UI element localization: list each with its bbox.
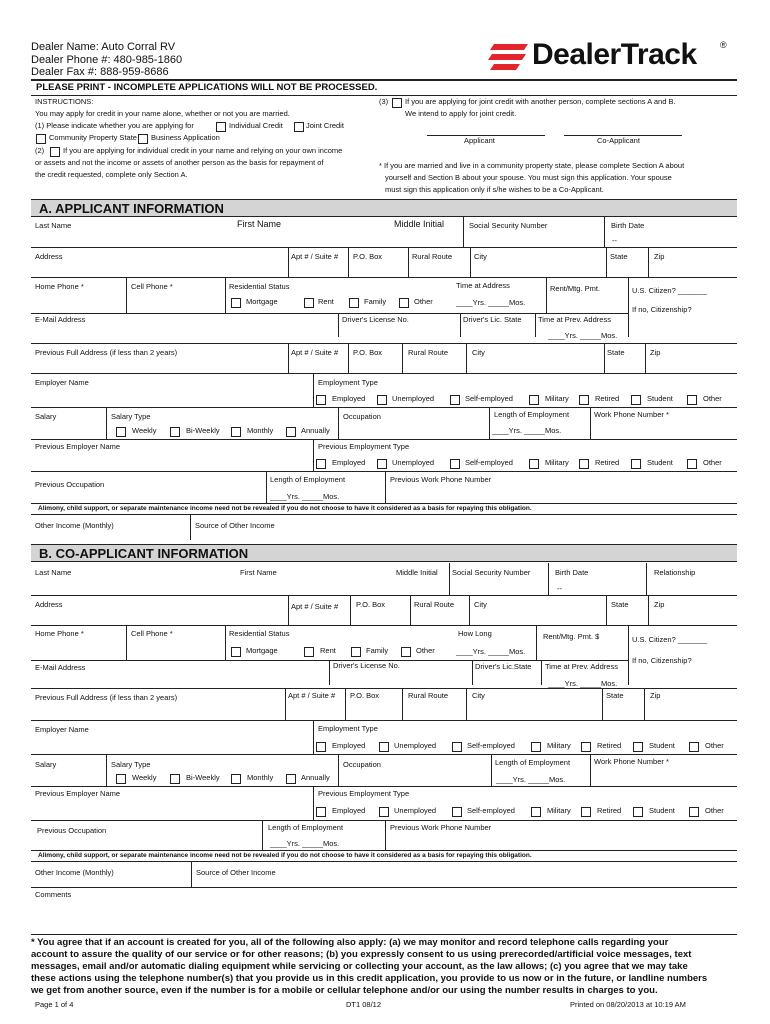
section-a-header: [31, 199, 737, 217]
community-note-line3: must sign this application only if s/he wishes to be a Co-Applicant.: [385, 185, 604, 194]
a-prev-po-box-label: P.O. Box: [353, 348, 383, 357]
disclaimer-line3: messages, email and/or automatic dialing equipment while servicing or collecting your account, as the law allows; (c) you agree that we may take: [31, 961, 688, 972]
a-prev-student-label: Student: [647, 458, 673, 467]
a-alimony-note: Alimony, child support, or separate maintenance income need not be revealed if you do not choose to have it considered as a basis for repaying this obligation.: [38, 505, 532, 512]
disclaimer-line2: account to assure the quality of our service or for other reasons; (b) you expressly consent to us using prerecorded/artificial voice messages, text: [31, 949, 692, 960]
a-prev-retired-label: Retired: [595, 458, 620, 467]
a-monthly-checkbox[interactable]: [231, 427, 241, 437]
a-prev-state-label: State: [607, 348, 625, 357]
a-length-employment-label: Length of Employment: [494, 410, 570, 419]
a-other-income-label: Other Income (Monthly): [35, 521, 114, 530]
a-rent-checkbox[interactable]: [304, 298, 314, 308]
a-prev-employed-label: Employed: [332, 458, 366, 467]
b-employed-label: Employed: [332, 741, 366, 750]
b-address-label: Address: [35, 600, 63, 609]
b-rent-label: Rent: [320, 646, 336, 655]
a-prev-self-employed-label: Self-employed: [465, 458, 513, 467]
b-state-label: State: [611, 600, 629, 609]
a-monthly-label: Monthly: [247, 426, 274, 435]
b-annually-label: Annually: [301, 773, 330, 782]
b-self-employed-label: Self-employed: [467, 741, 515, 750]
instructions-line5: the credit requested, complete only Section A.: [35, 170, 188, 179]
b-prev-city-label: City: [472, 691, 485, 700]
b-prev-apt-label: Apt # / Suite #: [288, 691, 336, 700]
b-prev-military-label: Military: [547, 806, 571, 815]
b-other-income-label: Other Income (Monthly): [35, 868, 114, 877]
instructions-item2-number: (2): [35, 146, 45, 155]
b-student-label: Student: [649, 741, 675, 750]
b-student-checkbox[interactable]: [633, 742, 643, 752]
a-mortgage-label: Mortgage: [246, 297, 278, 306]
a-retired-checkbox[interactable]: [579, 395, 589, 405]
a-time-prev-address-label: Time at Prev. Address: [538, 315, 611, 324]
b-how-long-label: How Long: [458, 629, 492, 638]
a-zip-label: Zip: [654, 252, 665, 261]
b-prev-student-checkbox[interactable]: [633, 807, 643, 817]
section-a-title: A. APPLICANT INFORMATION: [39, 201, 224, 216]
dealer-phone: Dealer Phone #: 480-985-1860: [31, 54, 183, 66]
a-city-label: City: [474, 252, 487, 261]
b-prev-retired-checkbox[interactable]: [581, 807, 591, 817]
instructions-item3-text: If you are applying for joint credit with another person, complete sections A and B.: [405, 97, 676, 106]
b-city-label: City: [474, 600, 487, 609]
b-prev-other-label: Other: [705, 806, 724, 815]
b-time-prev-address-field[interactable]: ____Yrs. _____Mos.: [548, 679, 618, 688]
a-prev-rural-route-label: Rural Route: [408, 348, 449, 357]
b-employer-name-label: Employer Name: [35, 725, 89, 734]
page-number: Page 1 of 4: [35, 1000, 74, 1009]
b-prev-occupation-label: Previous Occupation: [37, 826, 107, 835]
b-work-phone-label: Work Phone Number *: [594, 757, 669, 766]
b-ssn-label: Social Security Number: [452, 568, 531, 577]
a-family-label: Family: [364, 297, 387, 306]
b-salary-label: Salary: [35, 760, 57, 769]
a-home-phone-label: Home Phone *: [35, 282, 84, 291]
b-how-long-field[interactable]: ____Yrs. _____Mos.: [456, 647, 526, 656]
a-unemployed-label: Unemployed: [392, 394, 435, 403]
a-employment-type-label: Employment Type: [318, 378, 378, 387]
b-prev-employed-checkbox[interactable]: [316, 807, 326, 817]
a-apt-label: Apt # / Suite #: [291, 252, 339, 261]
business-application-checkbox[interactable]: [138, 134, 148, 144]
b-prev-zip-label: Zip: [650, 691, 661, 700]
a-employer-name-label: Employer Name: [35, 378, 89, 387]
a-weekly-checkbox[interactable]: [116, 427, 126, 437]
a-prev-unemployed-checkbox[interactable]: [377, 459, 387, 469]
b-length-employment-label: Length of Employment: [495, 758, 571, 767]
a-prev-length-employment-field[interactable]: ____Yrs. _____Mos.: [270, 492, 340, 501]
community-property-checkbox[interactable]: [36, 134, 46, 144]
joint-credit-label: Joint Credit: [306, 121, 344, 130]
a-biweekly-checkbox[interactable]: [170, 427, 180, 437]
b-prev-rural-route-label: Rural Route: [408, 691, 449, 700]
a-residential-status-label: Residential Status: [229, 282, 290, 291]
b-salary-type-label: Salary Type: [111, 760, 151, 769]
a-self-employed-checkbox[interactable]: [450, 395, 460, 405]
a-prev-employment-type-label: Previous Employment Type: [318, 442, 410, 451]
a-time-at-address-field[interactable]: ____Yrs. _____Mos.: [456, 298, 526, 307]
b-prev-employment-type-label: Previous Employment Type: [318, 789, 410, 798]
a-first-name-label: First Name: [237, 219, 282, 229]
b-rural-route-label: Rural Route: [414, 600, 455, 609]
applicant-signature-label: Applicant: [464, 136, 495, 145]
a-source-other-income-label: Source of Other Income: [195, 521, 275, 530]
a-other-employment-label: Other: [703, 394, 722, 403]
a-last-name-label: Last Name: [35, 221, 72, 230]
a-other-residence-label: Other: [414, 297, 433, 306]
a-rural-route-label: Rural Route: [412, 252, 453, 261]
b-military-label: Military: [547, 741, 571, 750]
b-apt-label: Apt # / Suite #: [291, 602, 339, 611]
a-annually-label: Annually: [301, 426, 330, 435]
a-po-box-label: P.O. Box: [353, 252, 383, 261]
instructions-item3-number: (3): [379, 97, 389, 106]
a-time-at-address-label: Time at Address: [456, 281, 510, 290]
b-length-employment-field[interactable]: ____Yrs. _____Mos.: [496, 775, 566, 784]
b-prev-address-label: Previous Full Address (if less than 2 years): [35, 693, 178, 702]
b-time-prev-address-label: Time at Prev. Address: [545, 662, 618, 671]
instructions-line4: or assets and not the income or assets of another person as the basis for repayment of: [35, 158, 324, 167]
b-cell-phone-label: Cell Phone *: [131, 629, 173, 638]
a-address-label: Address: [35, 252, 63, 261]
instructions-title: INSTRUCTIONS:: [35, 97, 94, 106]
logo-text: DealerTrack: [532, 38, 697, 71]
b-weekly-label: Weekly: [132, 773, 157, 782]
b-alimony-note: Alimony, child support, or separate maintenance income need not be revealed if you do not choose to have it considered as a basis for repaying this obligation.: [38, 852, 532, 859]
b-biweekly-label: Bi-Weekly: [186, 773, 220, 782]
a-annually-checkbox[interactable]: [286, 427, 296, 437]
b-zip-label: Zip: [654, 600, 665, 609]
a-prev-zip-label: Zip: [650, 348, 661, 357]
b-unemployed-checkbox[interactable]: [379, 742, 389, 752]
a-employed-checkbox[interactable]: [316, 395, 326, 405]
a-biweekly-label: Bi-Weekly: [186, 426, 220, 435]
logo-registered: ®: [720, 40, 727, 50]
b-drivers-license-label: Driver's License No.: [333, 661, 400, 670]
a-other-residence-checkbox[interactable]: [399, 298, 409, 308]
dealer-name: Dealer Name: Auto Corral RV: [31, 41, 176, 53]
form-code: DT1 08/12: [346, 1000, 382, 1009]
b-monthly-checkbox[interactable]: [231, 774, 241, 784]
a-military-checkbox[interactable]: [529, 395, 539, 405]
a-unemployed-checkbox[interactable]: [377, 395, 387, 405]
instructions-line1: You may apply for credit in your name alone, whether or not you are married.: [35, 109, 290, 118]
b-prev-work-phone-label: Previous Work Phone Number: [390, 823, 492, 832]
a-prev-military-checkbox[interactable]: [529, 459, 539, 469]
a-student-checkbox[interactable]: [631, 395, 641, 405]
b-other-employment-label: Other: [705, 741, 724, 750]
b-prev-military-checkbox[interactable]: [531, 807, 541, 817]
a-prev-length-employment-label: Length of Employment: [270, 475, 346, 484]
individual-only-checkbox[interactable]: [50, 147, 60, 157]
b-prev-self-employed-label: Self-employed: [467, 806, 515, 815]
a-prev-apt-label: Apt # / Suite #: [291, 348, 339, 357]
a-retired-label: Retired: [595, 394, 620, 403]
b-relationship-label: Relationship: [654, 568, 696, 577]
business-application-label: Business Application: [151, 133, 220, 142]
joint-credit-checkbox[interactable]: [294, 122, 304, 132]
b-employment-type-label: Employment Type: [318, 724, 378, 733]
dealer-fax: Dealer Fax #: 888-959-8686: [31, 66, 169, 78]
disclaimer-line5: we get from another source, even if the number is for a mobile or cellular telephone and/or our using the number results in charges to you.: [31, 985, 658, 996]
b-home-phone-label: Home Phone *: [35, 629, 84, 638]
a-drivers-license-label: Driver's License No.: [342, 315, 409, 324]
a-prev-self-employed-checkbox[interactable]: [450, 459, 460, 469]
b-prev-employed-label: Employed: [332, 806, 366, 815]
b-prev-self-employed-checkbox[interactable]: [452, 807, 462, 817]
b-citizenship-label: If no, Citizenship?: [632, 656, 692, 665]
section-b-title: B. CO-APPLICANT INFORMATION: [39, 546, 249, 561]
dealertrack-logo: [488, 40, 728, 74]
a-cell-phone-label: Cell Phone *: [131, 282, 173, 291]
b-other-residence-label: Other: [416, 646, 435, 655]
a-middle-initial-label: Middle Initial: [394, 219, 445, 229]
a-prev-retired-checkbox[interactable]: [579, 459, 589, 469]
a-work-phone-label: Work Phone Number *: [594, 410, 669, 419]
a-prev-city-label: City: [472, 348, 485, 357]
b-last-name-label: Last Name: [35, 568, 72, 577]
individual-credit-checkbox[interactable]: [216, 122, 226, 132]
b-biweekly-checkbox[interactable]: [170, 774, 180, 784]
a-citizenship-label: If no, Citizenship?: [632, 305, 692, 314]
notice: PLEASE PRINT - INCOMPLETE APPLICATIONS WILL NOT BE PROCESSED.: [36, 82, 378, 93]
b-annually-checkbox[interactable]: [286, 774, 296, 784]
a-weekly-label: Weekly: [132, 426, 157, 435]
b-prev-retired-label: Retired: [597, 806, 622, 815]
disclaimer-line4: these actions using the telephone number(s) that you provide us in this credit application, you provide to us now or in the future, or landline numbers: [31, 973, 708, 984]
disclaimer-line1: * You agree that if an account is created for you, all of the following also apply: (a) we may monitor and record telephone calls regarding your: [31, 937, 669, 948]
community-note-line2: yourself and Section B about your spouse. You must sign this application. Your spouse: [385, 173, 672, 182]
a-us-citizen-field[interactable]: U.S. Citizen? _______: [632, 286, 708, 295]
a-military-label: Military: [545, 394, 569, 403]
co-applicant-signature-label: Co-Applicant: [597, 136, 640, 145]
a-salary-label: Salary: [35, 412, 57, 421]
a-length-employment-field[interactable]: ____Yrs. _____Mos.: [492, 426, 562, 435]
comments-label: Comments: [35, 890, 72, 899]
a-prev-unemployed-label: Unemployed: [392, 458, 435, 467]
b-other-employment-checkbox[interactable]: [689, 742, 699, 752]
a-prev-other-checkbox[interactable]: [687, 459, 697, 469]
a-rent-label: Rent: [318, 297, 334, 306]
a-employed-label: Employed: [332, 394, 366, 403]
b-monthly-label: Monthly: [247, 773, 274, 782]
a-occupation-label: Occupation: [343, 412, 381, 421]
b-retired-label: Retired: [597, 741, 622, 750]
logo-stripes-icon: [488, 44, 530, 70]
a-birth-date-value: --: [612, 236, 617, 245]
b-unemployed-label: Unemployed: [394, 741, 437, 750]
b-prev-state-label: State: [606, 691, 624, 700]
a-state-label: State: [610, 252, 628, 261]
individual-credit-label: Individual Credit: [229, 121, 283, 130]
b-family-label: Family: [366, 646, 389, 655]
b-mortgage-label: Mortgage: [246, 646, 278, 655]
b-prev-length-employment-field[interactable]: ____Yrs. _____Mos.: [270, 839, 340, 848]
a-prev-other-label: Other: [703, 458, 722, 467]
b-po-box-label: P.O. Box: [356, 600, 386, 609]
a-family-checkbox[interactable]: [349, 298, 359, 308]
community-property-label: Community Property State: [49, 133, 137, 142]
b-rent-checkbox[interactable]: [304, 647, 314, 657]
b-self-employed-checkbox[interactable]: [452, 742, 462, 752]
b-occupation-label: Occupation: [343, 760, 381, 769]
b-mortgage-checkbox[interactable]: [231, 647, 241, 657]
a-prev-employer-label: Previous Employer Name: [35, 442, 121, 451]
b-prev-length-employment-label: Length of Employment: [268, 823, 344, 832]
b-residential-status-label: Residential Status: [229, 629, 290, 638]
a-salary-type-label: Salary Type: [111, 412, 151, 421]
a-ssn-label: Social Security Number: [469, 221, 548, 230]
b-retired-checkbox[interactable]: [581, 742, 591, 752]
joint-intent-statement: We intend to apply for joint credit.: [405, 109, 517, 118]
printed-timestamp: Printed on 08/20/2013 at 10:19 AM: [570, 1000, 686, 1009]
b-birth-date-value: --: [557, 584, 562, 593]
section-b-header: [31, 544, 737, 562]
b-other-residence-checkbox[interactable]: [401, 647, 411, 657]
a-prev-occupation-label: Previous Occupation: [35, 480, 105, 489]
a-self-employed-label: Self-employed: [465, 394, 513, 403]
b-first-name-label: First Name: [240, 568, 277, 577]
a-student-label: Student: [647, 394, 673, 403]
a-prev-address-label: Previous Full Address (if less than 2 years): [35, 348, 178, 357]
community-note-line1: * If you are married and live in a community property state, please complete Section A about: [379, 161, 685, 170]
a-rent-mtg-label: Rent/Mtg. Pmt.: [550, 284, 601, 293]
b-family-checkbox[interactable]: [351, 647, 361, 657]
b-middle-initial-label: Middle Initial: [396, 568, 438, 577]
b-source-other-income-label: Source of Other Income: [196, 868, 276, 877]
b-prev-other-checkbox[interactable]: [689, 807, 699, 817]
b-military-checkbox[interactable]: [531, 742, 541, 752]
a-dl-state-label: Driver's Lic. State: [463, 315, 522, 324]
a-birth-date-label: Birth Date: [611, 221, 645, 230]
b-weekly-checkbox[interactable]: [116, 774, 126, 784]
b-prev-student-label: Student: [649, 806, 675, 815]
a-time-prev-address-field[interactable]: ____Yrs. _____Mos.: [548, 331, 618, 340]
b-dl-state-label: Driver's Lic.State: [475, 662, 532, 671]
a-prev-employed-checkbox[interactable]: [316, 459, 326, 469]
a-mortgage-checkbox[interactable]: [231, 298, 241, 308]
a-prev-military-label: Military: [545, 458, 569, 467]
joint-credit-intent-checkbox[interactable]: [392, 98, 402, 108]
b-prev-employer-label: Previous Employer Name: [35, 789, 121, 798]
b-prev-po-box-label: P.O. Box: [350, 691, 380, 700]
a-prev-work-phone-label: Previous Work Phone Number: [390, 475, 492, 484]
b-email-label: E-Mail Address: [35, 663, 86, 672]
b-rent-mtg-label: Rent/Mtg. Pmt. $: [543, 632, 600, 641]
b-birth-date-label: Birth Date: [555, 568, 589, 577]
a-prev-student-checkbox[interactable]: [631, 459, 641, 469]
b-us-citizen-field[interactable]: U.S. Citizen? _______: [632, 635, 708, 644]
instructions-item2-text: If you are applying for individual credit in your name and relying on your own income: [63, 146, 343, 155]
b-employed-checkbox[interactable]: [316, 742, 326, 752]
a-other-employment-checkbox[interactable]: [687, 395, 697, 405]
b-prev-unemployed-label: Unemployed: [394, 806, 437, 815]
a-email-label: E-Mail Address: [35, 315, 86, 324]
instructions-line2: (1) Please indicate whether you are applying for: [35, 121, 194, 130]
b-prev-unemployed-checkbox[interactable]: [379, 807, 389, 817]
